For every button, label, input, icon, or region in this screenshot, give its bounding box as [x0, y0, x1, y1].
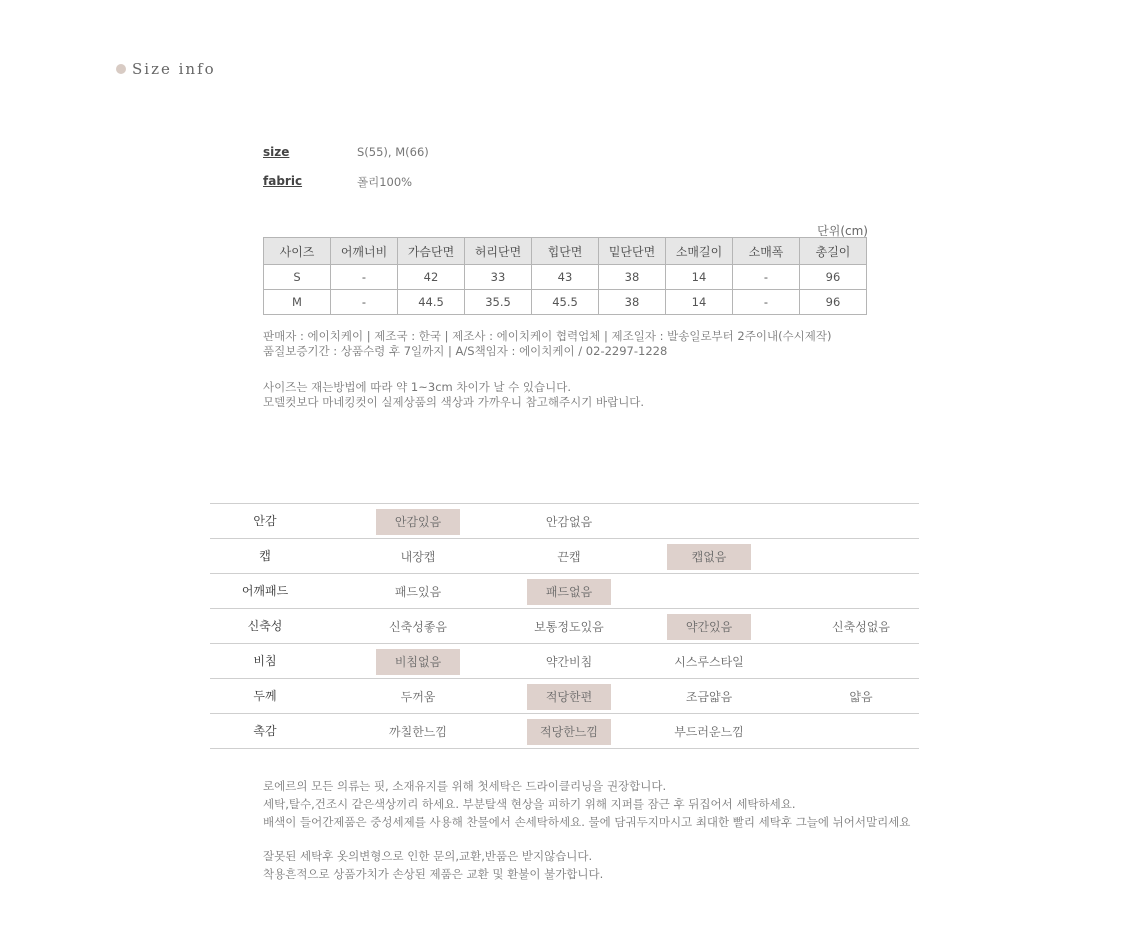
feature-option — [819, 544, 903, 570]
bullet-dot-icon — [116, 64, 126, 74]
feature-name: 안감 — [253, 514, 277, 528]
feature-name: 비침 — [253, 654, 277, 668]
fabric-label: fabric — [263, 174, 303, 188]
section-title: Size info — [132, 60, 216, 78]
fabric-row — [263, 174, 412, 190]
feature-option: 적당한편 — [527, 684, 611, 710]
feature-option — [667, 579, 751, 605]
table-cell: 14 — [666, 265, 733, 290]
feature-name: 어깨패드 — [241, 584, 289, 598]
section-header — [116, 60, 216, 78]
table-cell: 43 — [532, 265, 599, 290]
care-note-line: 배색이 들어간제품은 중성세제를 사용해 찬물에서 손세탁하세요. 물에 담궈두지마시고 최대한 빨리 세탁후 그늘에 뉘어서말리세요 — [263, 815, 911, 829]
feature-name: 촉감 — [253, 724, 277, 738]
feature-option: 끈캡 — [557, 550, 581, 564]
feature-row-texture — [210, 714, 919, 749]
policy-note-line: 잘못된 세탁후 옷의변형으로 인한 문의,교환,반품은 받지않습니다. — [263, 849, 593, 863]
feature-option: 약간있음 — [667, 614, 751, 640]
feature-row-thickness — [210, 679, 919, 714]
feature-option: 패드있음 — [394, 585, 442, 599]
size-table — [263, 237, 867, 315]
table-header-cell: 총길이 — [800, 238, 867, 265]
size-row — [263, 145, 429, 159]
table-cell: 33 — [465, 265, 532, 290]
feature-option — [819, 509, 903, 535]
feature-row-sheerness — [210, 644, 919, 679]
seller-notes — [263, 329, 831, 359]
care-note-line: 로에르의 모든 의류는 핏, 소재유지를 위해 첫세탁은 드라이클리닝을 권장합니다. — [263, 779, 667, 793]
table-cell: 44.5 — [398, 290, 465, 315]
feature-option: 비침없음 — [376, 649, 460, 675]
feature-option: 안감있음 — [376, 509, 460, 535]
feature-row-stretch — [210, 609, 919, 644]
table-header-cell: 힙단면 — [532, 238, 599, 265]
size-notes — [263, 380, 644, 410]
table-cell: 96 — [800, 290, 867, 315]
table-header-cell: 소매길이 — [666, 238, 733, 265]
size-note-line: 사이즈는 재는방법에 따라 약 1~3cm 차이가 날 수 있습니다. — [263, 380, 571, 394]
feature-row-lining — [210, 504, 919, 539]
feature-grid — [210, 503, 919, 749]
feature-option: 패드없음 — [527, 579, 611, 605]
table-cell: - — [733, 265, 800, 290]
size-label: size — [263, 145, 290, 159]
table-header-cell: 허리단면 — [465, 238, 532, 265]
feature-name: 캡 — [259, 549, 271, 563]
feature-option: 보통정도있음 — [534, 620, 604, 634]
table-cell: 45.5 — [532, 290, 599, 315]
feature-option: 안감없음 — [545, 515, 593, 529]
table-header-cell: 밑단단면 — [599, 238, 666, 265]
size-note-line: 모델컷보다 마네킹컷이 실제상품의 색상과 가까우니 참고해주시기 바랍니다. — [263, 395, 645, 409]
table-cell: 42 — [398, 265, 465, 290]
feature-option — [819, 579, 903, 605]
feature-row-cup — [210, 539, 919, 574]
table-cell: - — [733, 290, 800, 315]
feature-option: 시스루스타일 — [674, 655, 744, 669]
seller-note-line: 품질보증기간 : 상품수령 후 7일까지 | A/S책임자 : 에이치케이 / 02-2297-1228 — [263, 344, 668, 358]
table-header-cell: 소매폭 — [733, 238, 800, 265]
table-header-cell: 사이즈 — [264, 238, 331, 265]
feature-option: 신축성없음 — [832, 620, 890, 634]
size-value: S(55), M(66) — [357, 145, 429, 159]
table-cell: 96 — [800, 265, 867, 290]
feature-option — [667, 509, 751, 535]
table-cell: 35.5 — [465, 290, 532, 315]
feature-option: 캡없음 — [667, 544, 751, 570]
table-cell: - — [331, 290, 398, 315]
table-header-cell: 어깨너비 — [331, 238, 398, 265]
feature-option: 적당한느낌 — [527, 719, 611, 745]
unit-label: 단위(cm) — [817, 224, 868, 238]
feature-option: 두꺼움 — [400, 690, 436, 704]
care-note-line: 세탁,탈수,건조시 같은색상끼리 하세요. 부분탈색 현상을 피하기 위해 지퍼를 잠근 후 뒤집어서 세탁하세요. — [263, 797, 796, 811]
table-row — [264, 265, 867, 290]
table-header-cell: 가슴단면 — [398, 238, 465, 265]
table-cell: S — [264, 265, 331, 290]
seller-note-line: 판매자 : 에이치케이 | 제조국 : 한국 | 제조사 : 에이치케이 협력업체 | 제조일자 : 발송일로부터 2주이내(수시제작) — [263, 329, 832, 343]
feature-option: 부드러운느낌 — [674, 725, 744, 739]
fabric-value: 폴리100% — [357, 175, 413, 189]
feature-name: 두께 — [253, 689, 277, 703]
care-notes — [263, 777, 910, 831]
table-cell: - — [331, 265, 398, 290]
feature-option: 내장캡 — [400, 550, 436, 564]
feature-option: 얇음 — [849, 690, 873, 704]
table-cell: 14 — [666, 290, 733, 315]
feature-row-shoulder-pad — [210, 574, 919, 609]
policy-note-line: 착용흔적으로 상품가치가 손상된 제품은 교환 및 환불이 불가합니다. — [263, 867, 604, 881]
feature-option: 조금얇음 — [685, 690, 733, 704]
feature-option: 까칠한느낌 — [389, 725, 447, 739]
feature-option: 신축성좋음 — [389, 620, 447, 634]
feature-name: 신축성 — [247, 619, 283, 633]
table-header-row — [264, 238, 867, 265]
table-cell: 38 — [599, 290, 666, 315]
feature-option — [819, 649, 903, 675]
table-cell: 38 — [599, 265, 666, 290]
feature-option: 약간비침 — [545, 655, 593, 669]
table-row — [264, 290, 867, 315]
return-policy-notes — [263, 847, 603, 883]
table-cell: M — [264, 290, 331, 315]
feature-option — [819, 719, 903, 745]
